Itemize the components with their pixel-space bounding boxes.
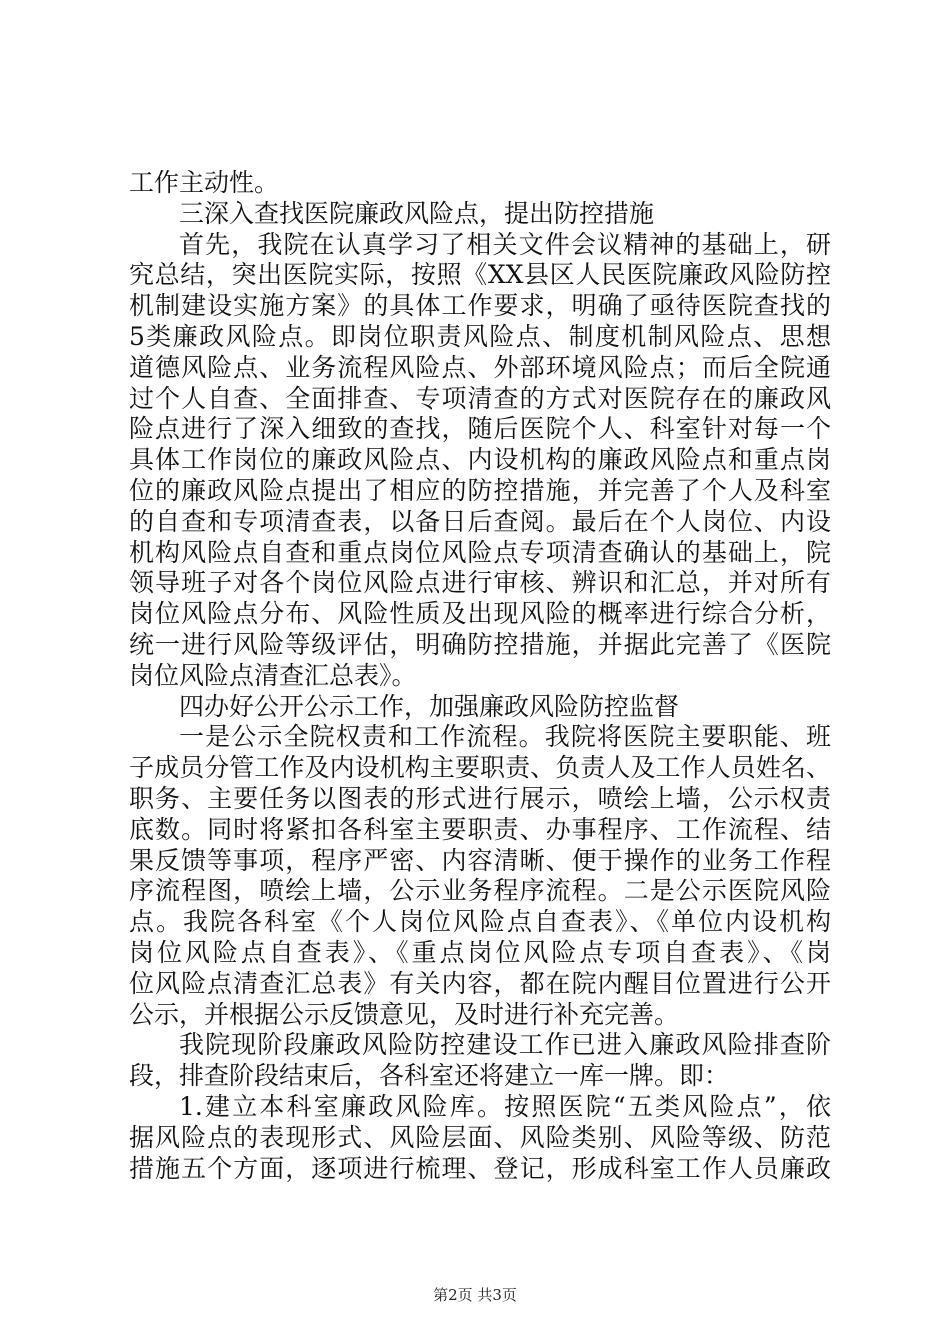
text-line: 段，排查阶段结束后，各科室还将建立一库一牌。即：	[129, 1061, 730, 1091]
text-line: 职务、主要任务以图表的形式进行展示，喷绘上墙，公示权责	[129, 783, 831, 813]
text-line: 一是公示全院权责和工作流程。我院将医院主要职能、班	[179, 722, 831, 752]
text-line: 三深入查找医院廉政风险点，提出防控措施	[179, 198, 655, 228]
text-line: 果反馈等事项，程序严密、内容清晰、便于操作的业务工作程	[129, 845, 831, 875]
text-line: 机构风险点自查和重点岗位风险点专项清查确认的基础上，院	[129, 537, 831, 567]
text-line: 据风险点的表现形式、风险层面、风险类别、风险等级、防范	[129, 1122, 831, 1152]
text-line: 5类廉政风险点。即岗位职责风险点、制度机制风险点、思想	[129, 321, 831, 351]
text-line: 工作主动性。	[129, 168, 280, 197]
document-body	[129, 168, 831, 1184]
text-line: 四办好公开公示工作，加强廉政风险防控监督	[179, 691, 680, 721]
text-line: 序流程图，喷绘上墙，公示业务程序流程。二是公示医院风险	[129, 876, 831, 906]
text-line: 底数。同时将紧扣各科室主要职责、办事程序、工作流程、结	[129, 814, 831, 844]
text-line: 位风险点清查汇总表》有关内容，都在院内醒目位置进行公开	[129, 968, 831, 998]
text-line: 岗位风险点分布、风险性质及出现风险的概率进行综合分析，	[129, 599, 831, 629]
text-line: 道德风险点、业务流程风险点、外部环境风险点；而后全院通	[129, 352, 831, 382]
text-line: 子成员分管工作及内设机构主要职责、负责人及工作人员姓名、	[129, 753, 831, 783]
text-line: 点。我院各科室《个人岗位风险点自查表》、《单位内设机构	[129, 907, 831, 937]
text-line: 统一进行风险等级评估，明确防控措施，并据此完善了《医院	[129, 629, 831, 659]
text-line: 险点进行了深入细致的查找，随后医院个人、科室针对每一个	[129, 414, 831, 444]
text-line: 公示，并根据公示反馈意见，及时进行补充完善。	[129, 999, 680, 1029]
text-line: 位的廉政风险点提出了相应的防控措施，并完善了个人及科室	[129, 475, 831, 505]
text-line: 岗位风险点自查表》、《重点岗位风险点专项自查表》、《岗	[129, 937, 831, 967]
text-line: 具体工作岗位的廉政风险点、内设机构的廉政风险点和重点岗	[129, 445, 831, 475]
text-line: 首先，我院在认真学习了相关文件会议精神的基础上，研	[179, 229, 831, 259]
page-footer: 第2页 共3页	[433, 1286, 517, 1304]
text-line: 1.建立本科室廉政风险库。按照医院“五类风险点”，依	[179, 1091, 831, 1121]
text-line: 措施五个方面，逐项进行梳理、登记，形成科室工作人员廉政	[129, 1153, 831, 1183]
text-line: 岗位风险点清查汇总表》。	[129, 660, 417, 690]
text-line: 机制建设实施方案》的具体工作要求，明确了亟待医院查找的	[129, 291, 831, 321]
text-line: 过个人自查、全面排查、专项清查的方式对医院存在的廉政风	[129, 383, 831, 413]
text-line: 领导班子对各个岗位风险点进行审核、辨识和汇总，并对所有	[129, 568, 831, 598]
text-line: 我院现阶段廉政风险防控建设工作已进入廉政风险排查阶	[179, 1030, 831, 1060]
text-line: 究总结，突出医院实际，按照《XX县区人民医院廉政风险防控	[129, 260, 831, 290]
text-line: 的自查和专项清查表，以备日后查阅。最后在个人岗位、内设	[129, 506, 831, 536]
